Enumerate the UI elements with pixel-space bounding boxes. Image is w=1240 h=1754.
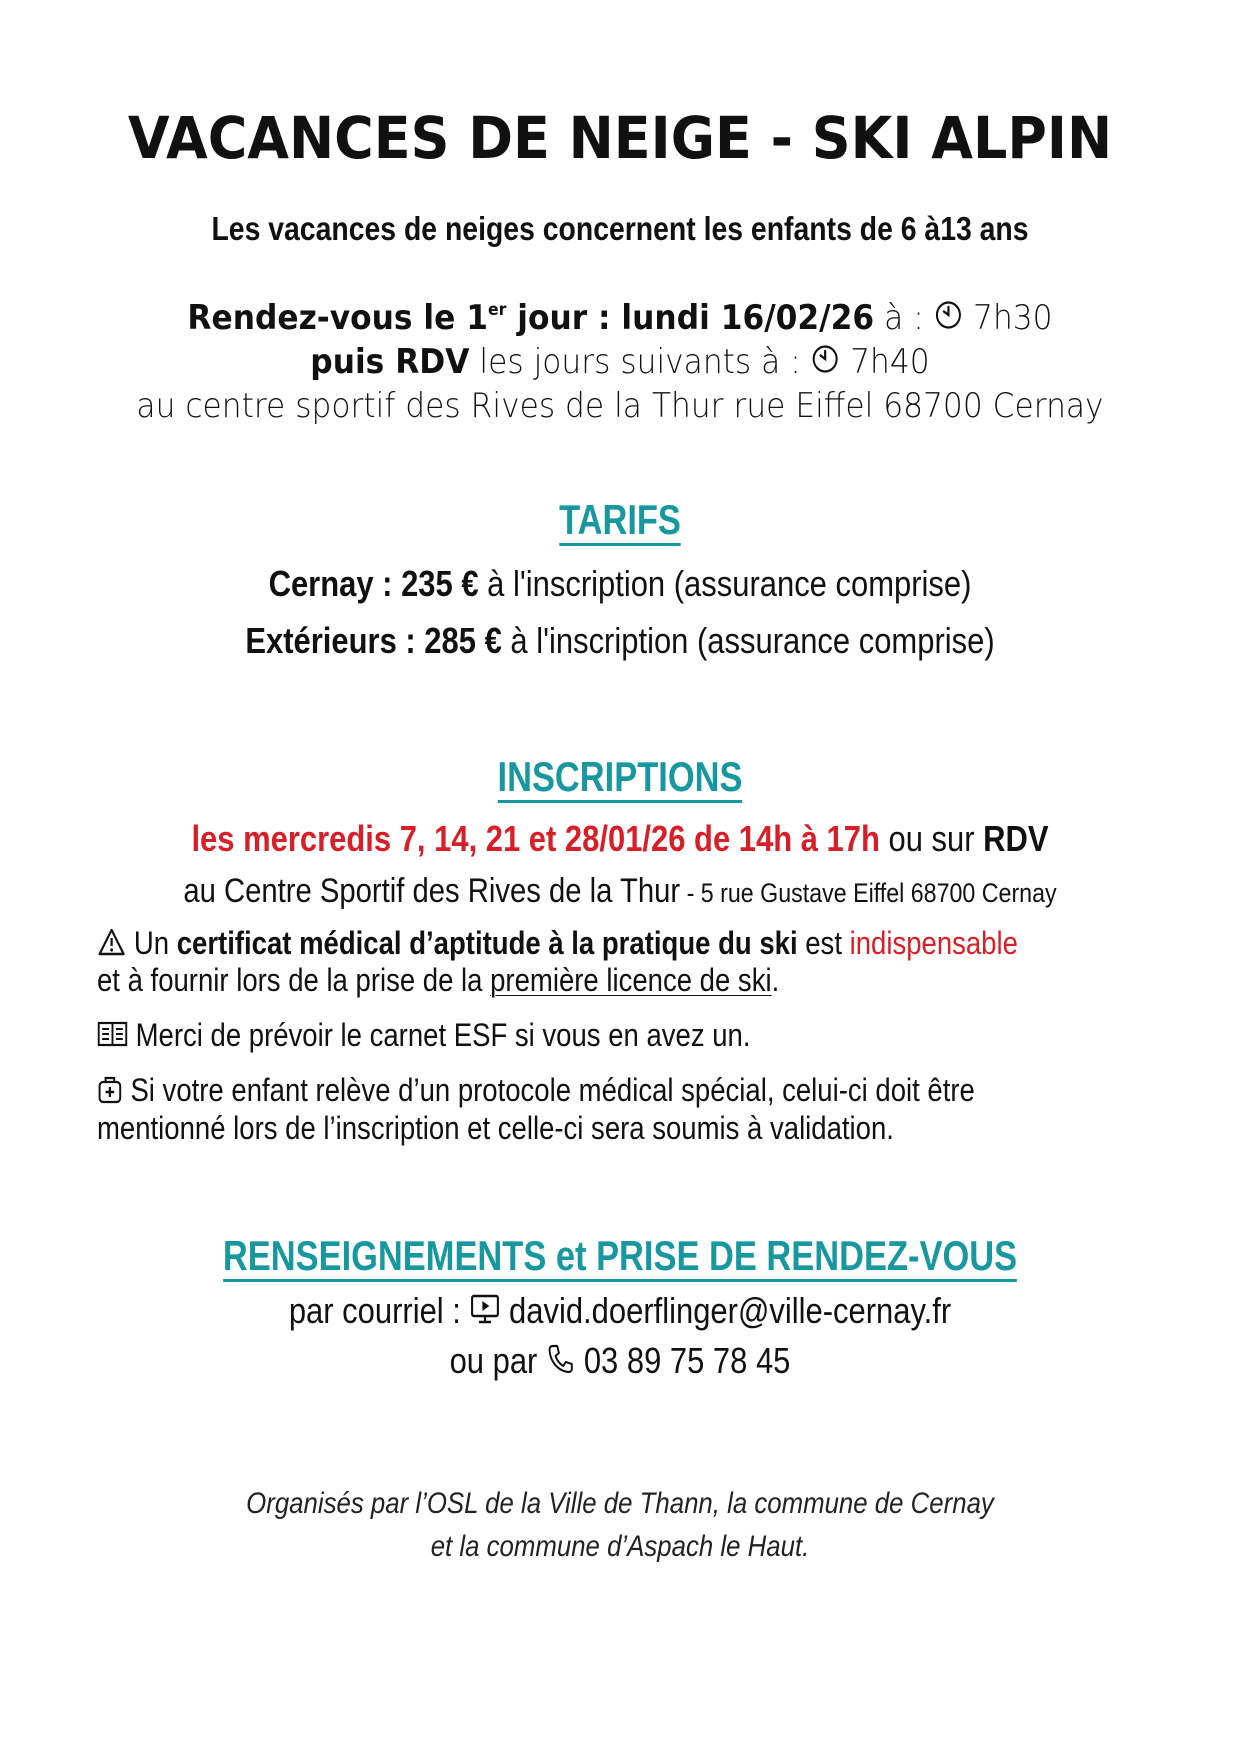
inscription-place-main: au Centre Sportif des Rives de la Thur	[183, 872, 681, 910]
warning-icon	[97, 927, 126, 965]
certificate-bold: certificat médical d’aptitude à la pratique du ski	[176, 925, 798, 961]
certificate-line2-prefix: et à fournir lors de la prise de la	[97, 962, 491, 998]
organizers-line2: et la commune d’Aspach le Haut.	[430, 1530, 810, 1563]
page-title: VACANCES DE NEIGE - SKI ALPIN	[127, 104, 1113, 172]
inscription-or: ou sur	[879, 818, 984, 859]
phone-icon	[546, 1342, 575, 1385]
certificate-prefix: Un	[126, 925, 177, 961]
inscription-rdv: RDV	[983, 818, 1049, 859]
following-days-meeting	[50, 342, 1191, 384]
inscriptions-heading-text: INSCRIPTIONS	[498, 753, 743, 803]
certificate-required: indispensable	[849, 925, 1018, 961]
tarif-text: à l'inscription (assurance comprise)	[501, 620, 995, 661]
medical-notice-line1	[97, 1072, 975, 1113]
contact-heading	[112, 1232, 1129, 1280]
tarifs-heading	[112, 496, 1129, 544]
email-address[interactable]: david.doerflinger@ville-cernay.fr	[500, 1290, 952, 1331]
certificate-notice-line1	[97, 925, 1018, 965]
certificate-line2-suffix: .	[771, 962, 780, 998]
inscription-dates	[87, 818, 1153, 860]
tarif-row-exterieurs	[87, 620, 1153, 662]
first-day-meeting	[50, 298, 1191, 340]
inscription-place	[87, 872, 1153, 911]
first-day-at: à :	[874, 298, 934, 338]
contact-heading-text: RENSEIGNEMENTS et PRISE DE RENDEZ-VOUS	[223, 1232, 1017, 1282]
inscriptions-heading	[112, 753, 1129, 801]
medical-line1: Si votre enfant relève d’un protocole médical spécial, celui-ci doit être	[122, 1072, 975, 1108]
medical-notice-line2: mentionné lors de l’inscription et celle-ci sera soumis à validation.	[97, 1110, 894, 1146]
tarif-label: Extérieurs : 285 €	[245, 620, 502, 661]
phone-number[interactable]: 03 89 75 78 45	[575, 1340, 791, 1381]
organizers-line1: Organisés par l’OSL de la Ville de Thann, la commune de Cernay	[246, 1487, 994, 1520]
email-prefix: par courriel :	[288, 1290, 470, 1331]
first-license-underlined: première licence de ski	[490, 962, 772, 998]
tarifs-heading-text: TARIFS	[559, 496, 681, 546]
medical-kit-icon	[97, 1073, 123, 1113]
inscription-dates-red: les mercredis 7, 14, 21 et 28/01/26 de 14h à 17h	[191, 818, 880, 859]
tarif-label: Cernay : 235 €	[268, 563, 479, 604]
clock-icon	[934, 299, 963, 340]
book-icon	[97, 1019, 128, 1056]
first-day-date: jour : lundi 16/02/26	[506, 298, 875, 338]
first-day-sup: er	[488, 300, 507, 320]
tarif-text: à l'inscription (assurance comprise)	[478, 563, 972, 604]
clock-icon	[811, 343, 840, 384]
tarif-row-cernay	[87, 563, 1153, 605]
esf-notice	[97, 1017, 750, 1056]
age-range-subtitle: Les vacances de neiges concernent les enfants de 6 à13 ans	[211, 210, 1029, 247]
certificate-notice-line2	[97, 962, 779, 999]
following-days-time: 7h40	[840, 342, 930, 382]
following-days-text: les jours suivants à :	[469, 342, 811, 382]
certificate-middle: est	[797, 925, 850, 961]
first-day-label: Rendez-vous le 1	[187, 298, 489, 338]
first-day-time: 7h30	[963, 298, 1053, 338]
monitor-icon	[469, 1292, 500, 1334]
meeting-place: au centre sportif des Rives de la Thur rue Eiffel 68700 Cernay	[136, 386, 1104, 426]
contact-phone-line	[87, 1340, 1153, 1385]
contact-email-line	[87, 1290, 1153, 1334]
following-days-label: puis RDV	[310, 342, 470, 382]
phone-prefix: ou par	[449, 1340, 546, 1381]
esf-text: Merci de prévoir le carnet ESF si vous en avez un.	[127, 1017, 751, 1053]
inscription-place-address: - 5 rue Gustave Eiffel 68700 Cernay	[680, 878, 1057, 908]
